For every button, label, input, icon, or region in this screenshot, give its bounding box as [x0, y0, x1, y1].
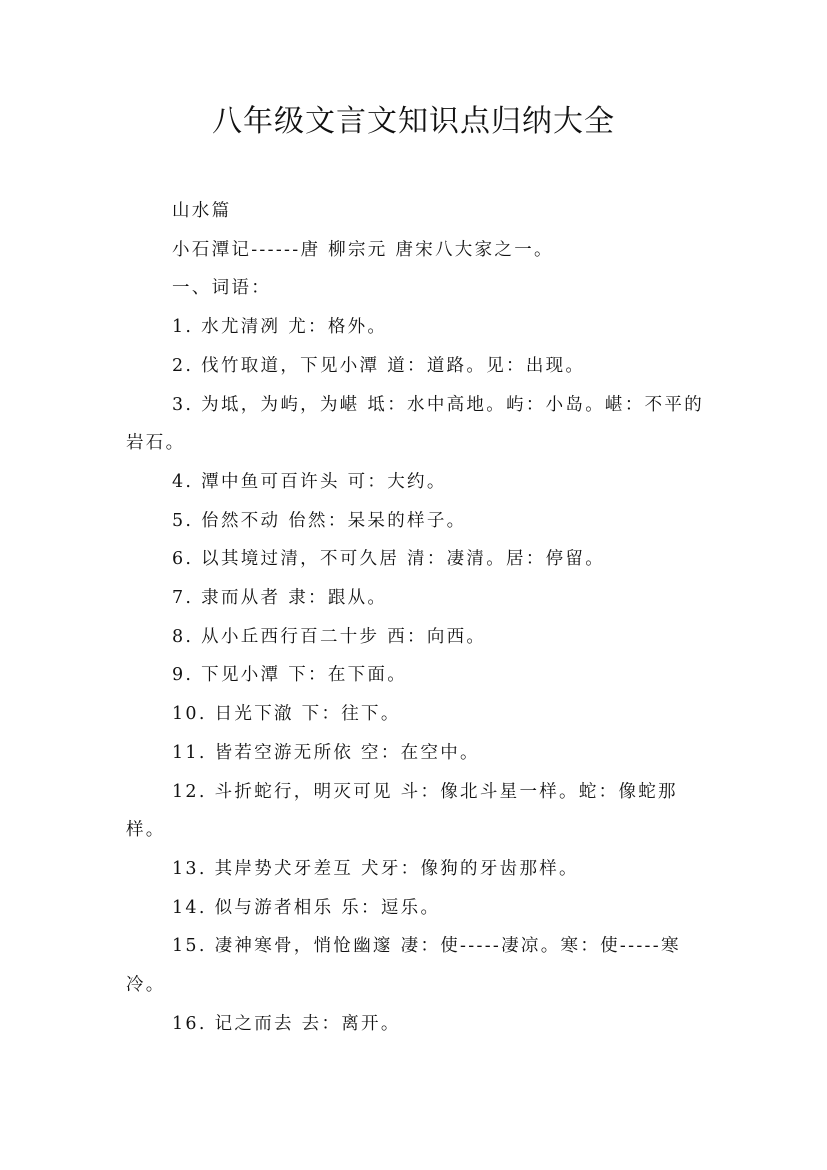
vocabulary-item: 6. 以其境过清，不可久居 清：凄清。居：停留。: [172, 549, 606, 570]
vocabulary-item: 3. 为坻，为屿，为嵁 坻：水中高地。屿：小岛。嵁：不平的岩石。: [126, 394, 705, 454]
document-title: 八年级文言文知识点归纳大全: [212, 104, 615, 139]
vocabulary-item: 16. 记之而去 去：离开。: [172, 1013, 401, 1034]
vocabulary-item: 8. 从小丘西行百二十步 西：向西。: [172, 626, 487, 647]
document-body: [126, 192, 716, 1043]
vocabulary-item: 10. 日光下澈 下：往下。: [172, 704, 401, 725]
article-heading: 小石潭记------唐 柳宗元 唐宋八大家之一。: [172, 239, 554, 260]
vocabulary-item: 9. 下见小潭 下：在下面。: [172, 665, 408, 686]
vocabulary-item: 11. 皆若空游无所依 空：在空中。: [172, 742, 480, 763]
vocabulary-item: 15. 凄神寒骨，悄怆幽邃 凄：使-----凄凉。寒：使-----寒冷。: [126, 936, 681, 996]
vocabulary-item: 12. 斗折蛇行，明灭可见 斗：像北斗星一样。蛇：像蛇那样。: [126, 781, 678, 841]
vocabulary-item: 14. 似与游者相乐 乐：逗乐。: [172, 897, 441, 918]
vocabulary-item: 7. 隶而从者 隶：跟从。: [172, 588, 388, 609]
vocabulary-item: 4. 潭中鱼可百许头 可：大约。: [172, 471, 447, 492]
subsection-heading: 一、词语：: [172, 278, 271, 299]
vocabulary-item: 2. 伐竹取道，下见小潭 道：道路。见：出现。: [172, 355, 586, 376]
vocabulary-item: 5. 佁然不动 佁然：呆呆的样子。: [172, 510, 467, 531]
vocabulary-item: 13. 其岸势犬牙差互 犬牙：像狗的牙齿那样。: [172, 858, 579, 879]
section-heading: 山水篇: [172, 201, 232, 221]
vocabulary-item: 1. 水尤清冽 尤：格外。: [172, 317, 388, 338]
